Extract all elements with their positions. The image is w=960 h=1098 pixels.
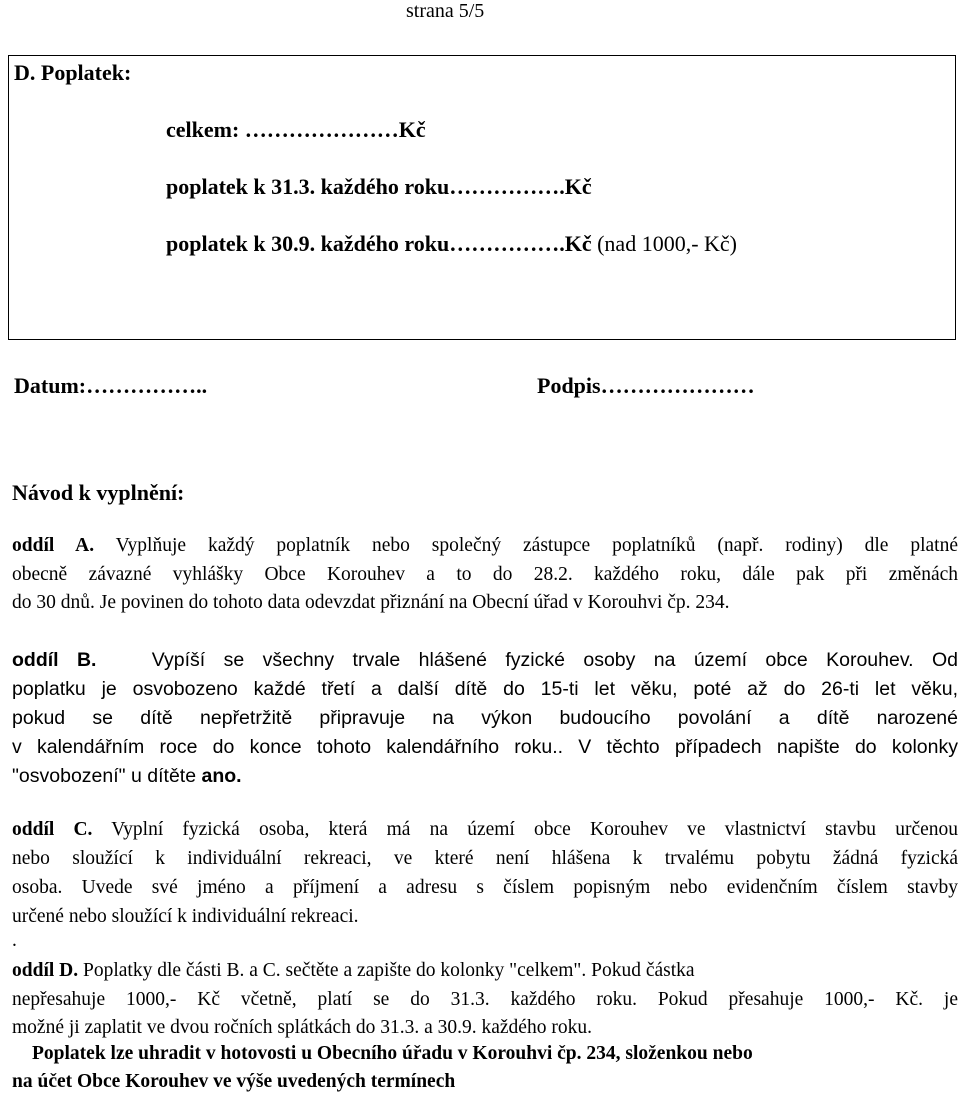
section-b-text: Vypíší se všechny trvale hlášené fyzické osoby na území obce Korouhev. Od: [151, 649, 958, 671]
section-a-line: obecně závazné vyhlášky Obce Korouhev a to do 28.2. každého roku, dále pak při změnách: [12, 563, 958, 585]
section-b-line: poplatku je osvobozeno každé třetí a další dítě do 15-ti let věku, poté až do 26-ti let věku,: [12, 678, 958, 700]
section-d-paragraph: [12, 957, 958, 1043]
due-march-line: poplatek k 31.3. každého roku…………….Kč: [166, 174, 592, 199]
section-d-line: nepřesahuje 1000,- Kč včetně, platí se do 31.3. každého roku. Pokud přesahuje 1000,- Kč. je: [12, 988, 958, 1010]
section-b-paragraph: [12, 646, 958, 791]
section-d-line: možné ji zaplatit ve dvou ročních splátkách do 31.3. a 30.9. každého roku.: [12, 1017, 592, 1038]
section-b-line: [12, 762, 958, 791]
date-label: Datum:……………..: [14, 373, 208, 398]
section-c-text: Vyplní fyzická osoba, která má na území obce Korouhev ve vlastnictví stavbu určenou: [111, 819, 959, 840]
instructions-title: Návod k vyplnění:: [12, 480, 185, 505]
total-line: celkem: …………………Kč: [166, 117, 426, 142]
section-b-label: oddíl B.: [12, 649, 97, 671]
section-a-label: oddíl A.: [12, 535, 95, 556]
due-sept-note: (nad 1000,- Kč): [597, 231, 738, 256]
section-c-line: [12, 815, 958, 844]
section-d-text: Poplatky dle části B. a C. sečtěte a zapište do kolonky "celkem". Pokud částka: [82, 960, 695, 981]
section-d-heading: D. Poplatek:: [14, 60, 132, 85]
section-c-line: nebo sloužící k individuální rekreaci, ve které není hlášena k trvalému pobytu žádná fyzická: [12, 848, 958, 869]
section-a-line: do 30 dnů. Je povinen do tohoto data odevzdat přiznání na Obecní úřad v Korouhvi čp. 234.: [12, 592, 730, 613]
due-sept-text: poplatek k 30.9. každého roku…………….Kč: [166, 231, 592, 256]
signature-label: Podpis…………………: [537, 373, 755, 398]
section-d-label: oddíl D.: [12, 960, 79, 981]
section-a-line: [12, 532, 958, 561]
section-b-last: "osvobození" u dítěte: [12, 765, 197, 787]
section-b-line: v kalendářním roce do konce tohoto kalendářního roku.. V těchto případech napište do kolonky: [12, 736, 958, 758]
payment-note-line-2: na účet Obce Korouhev ve výše uvedených termínech: [12, 1071, 456, 1092]
section-a-text: Vyplňuje každý poplatník nebo společný zástupce poplatníků (např. rodiny) dle platné: [115, 535, 958, 556]
separator-dot: .: [12, 930, 17, 951]
section-c-line: určené nebo sloužící k individuální rekreaci.: [12, 906, 359, 927]
page-number: strana 5/5: [406, 0, 485, 22]
section-c-paragraph: [12, 815, 958, 931]
section-c-label: oddíl C.: [12, 819, 93, 840]
section-d-line: [12, 957, 958, 986]
section-b-line: [12, 646, 958, 675]
section-a-paragraph: [12, 532, 958, 618]
section-c-line: osoba. Uvede své jméno a příjmení a adresu s číslem popisným nebo evidenčním číslem stavby: [12, 877, 958, 898]
payment-note-line-1: Poplatek lze uhradit v hotovosti u Obecního úřadu v Korouhvi čp. 234, složenkou nebo: [32, 1043, 753, 1064]
section-b-line: pokud se dítě nepřetržitě připravuje na výkon budoucího povolání a dítě narozené: [12, 707, 958, 729]
section-b-bold-end: ano.: [201, 765, 242, 787]
due-sept-line: [166, 231, 737, 257]
